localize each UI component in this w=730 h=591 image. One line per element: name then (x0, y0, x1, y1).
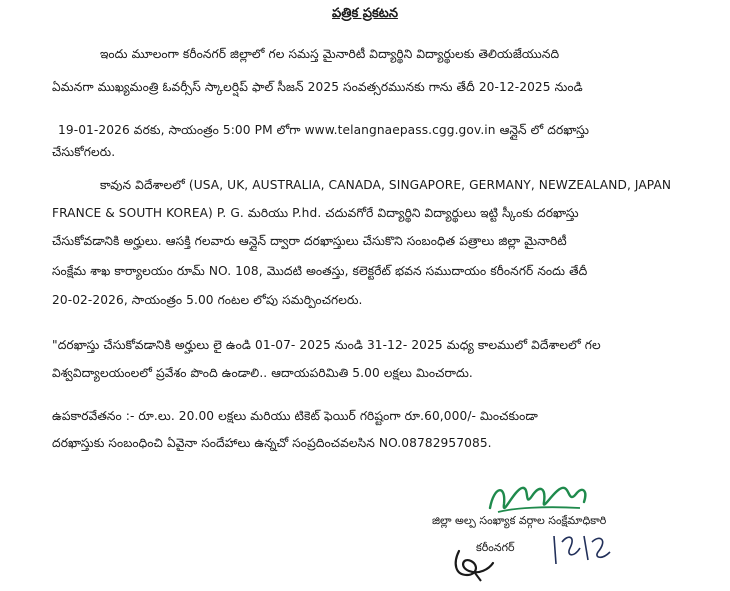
notice-line: ఉపకారవేతనం :- రూ.లు. 20.00 లక్షలు మరియు టికెట్ ఫెయిర్ గరిష్టంగా రూ.60,000/- మించకుండా (52, 409, 538, 423)
notice-title: పత్రిక ప్రకటన (332, 6, 398, 21)
notice-line: "దరఖాస్తు చేసుకోవడానికి అర్హులు లై ఉండి 01-07- 2025 నుండి 31-12- 2025 మధ్య కాలములో విదేశాలలో గల (52, 338, 601, 352)
notice-line: చేసుకోగలరు. (52, 145, 116, 159)
notice-line: ఏమనగా ముఖ్యమంత్రి ఓవర్సీస్ స్కాలర్షిప్ ఫాల్ సీజన్ 2025 సంవత్సరమునకు గాను తేదీ 20-12-2025 నుండి (52, 80, 583, 94)
notice-line: 19-01-2026 వరకు, సాయంత్రం 5:00 PM లోగా www.telangnaepass.cgg.gov.in ఆన్లైన్ లో దరఖాస్తు (58, 123, 590, 137)
signatory-place: కరీంనగర్ (476, 541, 515, 554)
notice-line: సంక్షేమ శాఖ కార్యాలయం రూమ్ NO. 108, మొదటి అంతస్తు, కలెక్టరేట్ భవన సముదాయం కరీంనగర్ నందు తేదీ (52, 264, 588, 278)
notice-line: ఇందు మూలంగా కరీంనగర్ జిల్లాలో గల సమస్త మైనారిటీ విద్యార్థిని విద్యార్థులకు తెలియజేయునది (100, 47, 560, 61)
notice-line: దరఖాస్తుకు సంబంధించి ఏవైనా సందేహాలు ఉన్నచో సంప్రదించవలసిన NO.08782957085. (52, 436, 492, 450)
initials-mark (445, 545, 505, 585)
signatory-designation: జిల్లా అల్ప సంఖ్యాక వర్గాల సంక్షేమాధికారి (432, 514, 607, 527)
notice-line: విశ్వవిద్యాలయంలలో ప్రవేశం పొంది ఉండాలి.. ఆదాయపరిమితి 5.00 లక్షలు మించరాదు. (52, 366, 473, 380)
notice-line: 20-02-2026, సాయంత్రం 5.00 గంటల లోపు సమర్పించగలరు. (52, 293, 363, 307)
notice-line: FRANCE & SOUTH KOREA) P. G. మరియు P.hd. చదువగోరే విద్యార్థిని విద్యార్థులు ఇట్టి స్కీంకు దరఖాస్తు (52, 206, 579, 220)
notice-line: చేసుకోవడానికి అర్హులు. ఆసక్తి గలవారు ఆన్లైన్ ద్వారా దరఖాస్తులు చేసుకొని సంబంధిత పత్రాలు జిల్లా మైనారిటీ (52, 234, 567, 248)
notice-line: కావున విదేశాలలో (USA, UK, AUSTRALIA, CANADA, SINGAPORE, GERMANY, NEWZEALAND, JAPAN (100, 178, 672, 192)
